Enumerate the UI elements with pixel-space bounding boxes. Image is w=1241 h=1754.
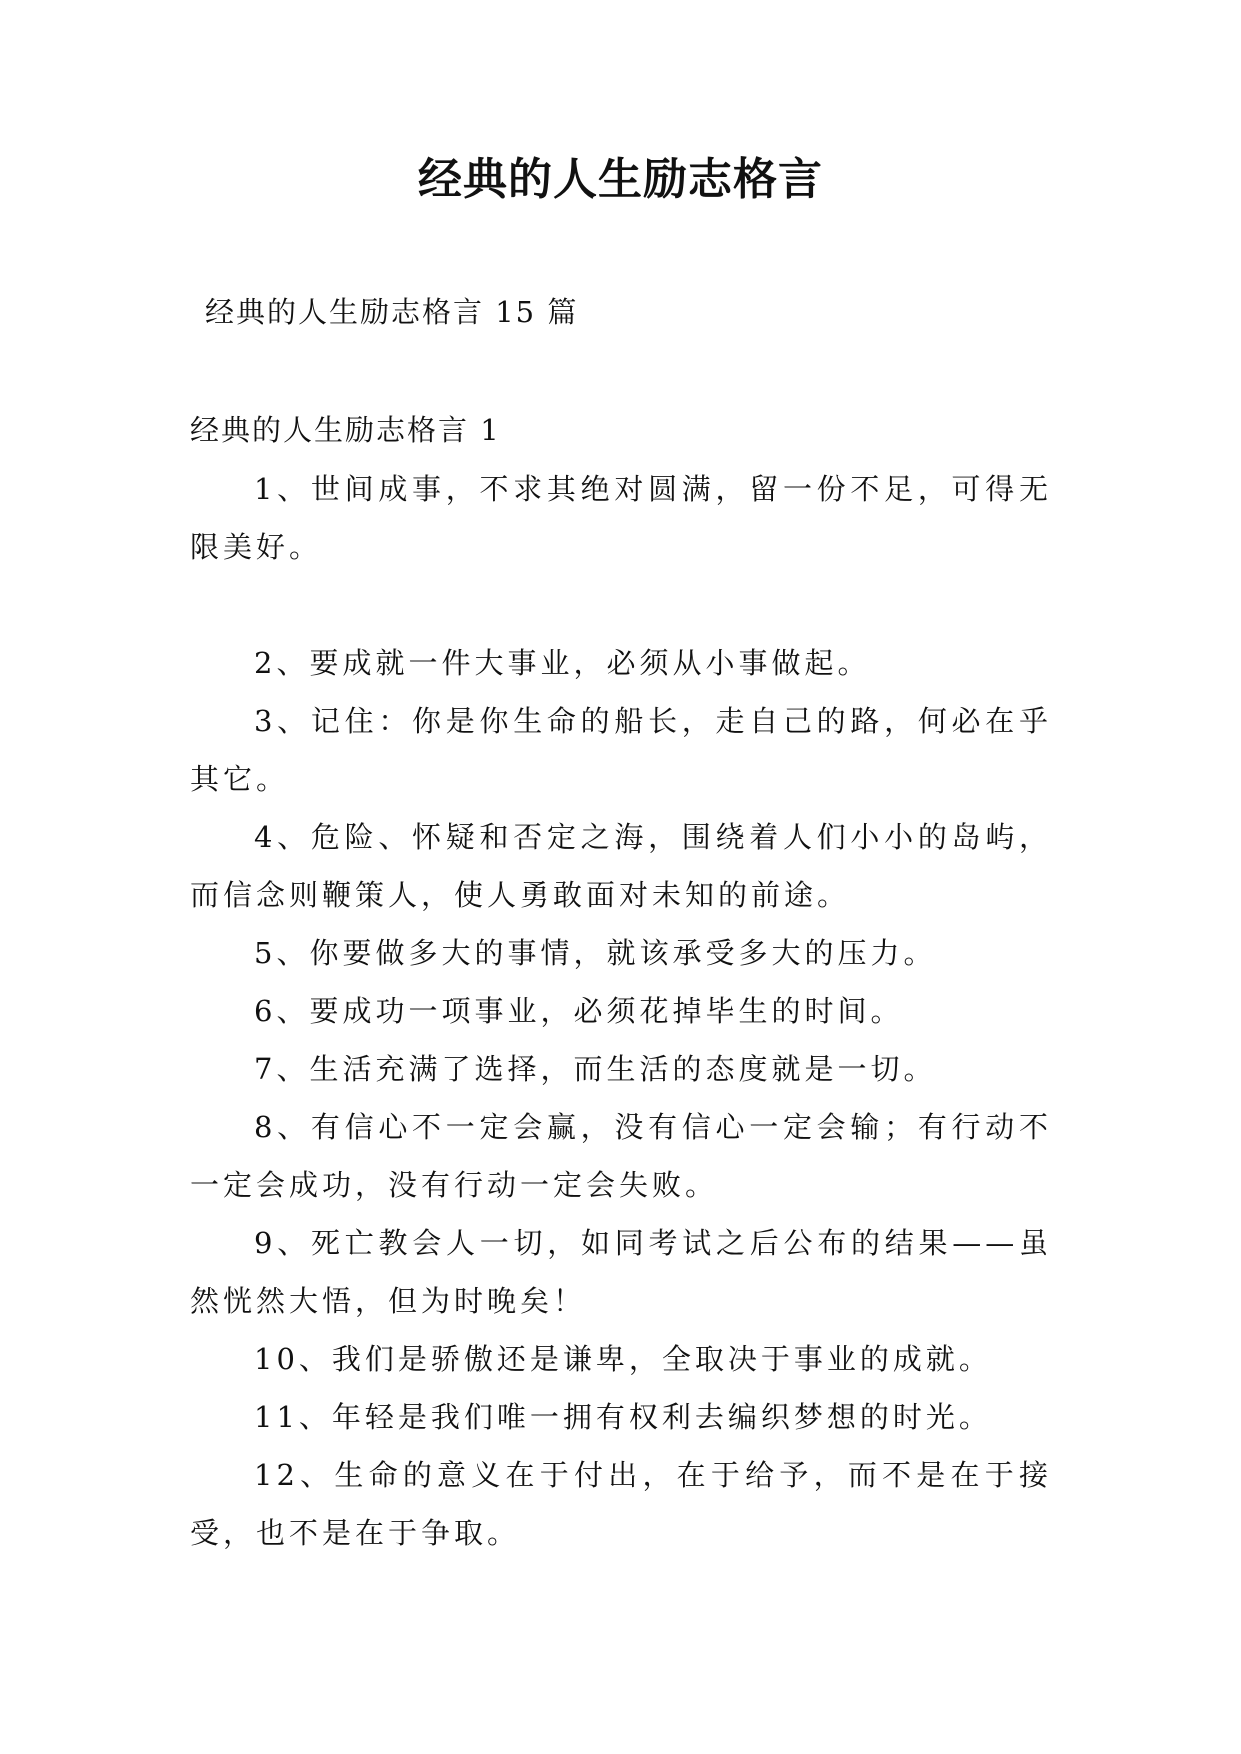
quote-item: 4、危险、怀疑和否定之海，围绕着人们小小的岛屿，而信念则鞭策人，使人勇敢面对未知的前途。: [190, 820, 1052, 912]
quote-item: 8、有信心不一定会赢，没有信心一定会输；有行动不一定会成功，没有行动一定会失败。: [190, 1110, 1052, 1202]
quote-list: [190, 460, 1052, 1562]
quote-item: 5、你要做多大的事情，就该承受多大的压力。: [254, 936, 937, 970]
quote-item: 12、生命的意义在于付出，在于给予，而不是在于接受，也不是在于争取。: [190, 1458, 1052, 1550]
document-title: 经典的人生励志格言: [418, 154, 823, 205]
quote-item: 1、世间成事，不求其绝对圆满，留一份不足，可得无限美好。: [190, 472, 1052, 564]
quote-item: 6、要成功一项事业，必须花掉毕生的时间。: [254, 994, 904, 1028]
quote-item: 2、要成就一件大事业，必须从小事做起。: [254, 646, 871, 680]
document-subtitle: 经典的人生励志格言 15 篇: [205, 295, 579, 329]
quote-item: 7、生活充满了选择，而生活的态度就是一切。: [254, 1052, 937, 1086]
quote-item: 11、年轻是我们唯一拥有权利去编织梦想的时光。: [254, 1400, 992, 1434]
quote-item: 10、我们是骄傲还是谦卑，全取决于事业的成就。: [254, 1342, 992, 1376]
quote-item: 3、记住：你是你生命的船长，走自己的路，何必在乎其它。: [190, 704, 1052, 796]
quote-item: 9、死亡教会人一切，如同考试之后公布的结果——虽然恍然大悟，但为时晚矣！: [190, 1226, 1052, 1318]
section-heading: 经典的人生励志格言 1: [190, 413, 501, 447]
